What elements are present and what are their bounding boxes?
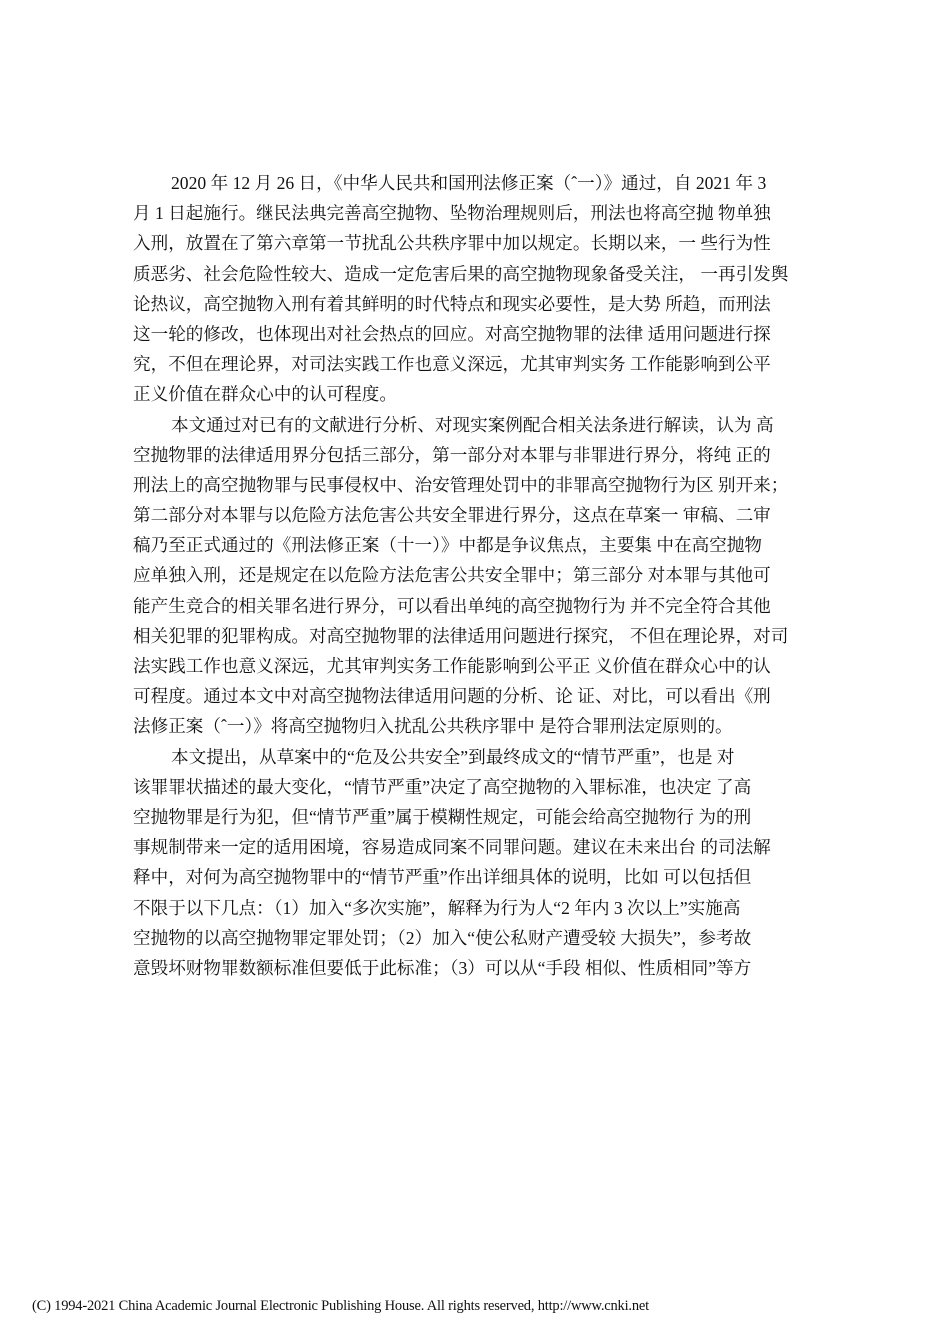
text-line: 可程度。通过本文中对高空抛物法律适用问题的分析、论 证、对比，可以看出《刑 bbox=[133, 686, 771, 707]
paragraph-3 bbox=[133, 742, 833, 984]
text-line: 空抛物罪是行为犯，但“情节严重”属于模糊性规定，可能会给高空抛物行 为的刑 bbox=[133, 806, 752, 827]
paragraph-1 bbox=[133, 168, 833, 410]
text-line: 该罪罪状描述的最大变化，“情节严重”决定了高空抛物的入罪标准，也决定 了高 bbox=[133, 776, 752, 797]
text-line: 2020 年 12 月 26 日，《中华人民共和国刑法修正案（ˆ一）》通过，自 2021 年 3 bbox=[171, 173, 767, 193]
text-line: 这一轮的修改，也体现出对社会热点的回应。对高空抛物罪的法律 适用问题进行探 bbox=[133, 323, 771, 344]
text-line: 法实践工作也意义深远，尤其审判实务工作能影响到公平正 义价值在群众心中的认 bbox=[133, 656, 771, 676]
text-line: 本文提出，从草案中的“危及公共安全”到最终成文的“情节严重”，也是 对 bbox=[171, 746, 735, 767]
text-line: 法修正案（ˆ一）》将高空抛物归入扰乱公共秩序罪中 是符合罪刑法定原则的。 bbox=[133, 716, 733, 737]
text-line: 空抛物罪的法律适用界分包括三部分，第一部分对本罪与非罪进行界分，将纯 正的 bbox=[133, 444, 771, 465]
text-line: 本文通过对已有的文献进行分析、对现实案例配合相关法条进行解读，认为 高 bbox=[171, 414, 774, 435]
text-line: 不限于以下几点：（1）加入“多次实施”，解释为行为人“2 年内 3 次以上”实施高 bbox=[133, 897, 741, 918]
text-line: 月 1 日起施行。继民法典完善高空抛物、坠物治理规则后，刑法也将高空抛 物单独 bbox=[133, 203, 771, 224]
text-line: 相关犯罪的犯罪构成。对高空抛物罪的法律适用问题进行探究， 不但在理论界，对司 bbox=[133, 625, 789, 646]
text-line: 事规制带来一定的适用困境，容易造成同案不同罪问题。建议在未来出台 的司法解 bbox=[133, 837, 771, 858]
text-line: 释中，对何为高空抛物罪中的“情节严重”作出详细具体的说明，比如 可以包括但 bbox=[133, 867, 752, 888]
text-line: 究，不但在理论界，对司法实践工作也意义深远，尤其审判实务 工作能影响到公平 bbox=[133, 354, 771, 375]
text-line: 第二部分对本罪与以危险方法危害公共安全罪进行界分，这点在草案一 审稿、二审 bbox=[133, 505, 771, 526]
text-line: 质恶劣、社会危险性较大、造成一定危害后果的高空抛物现象备受关注， 一再引发舆 bbox=[133, 263, 789, 284]
text-line: 空抛物的以高空抛物罪定罪处罚；（2）加入“使公私财产遭受较 大损失”，参考故 bbox=[133, 927, 752, 948]
copyright-footer: (C) 1994-2021 China Academic Journal Electronic Publishing House. All rights reserved, http://www.cnki.net bbox=[32, 1298, 649, 1314]
text-line: 稿乃至正式通过的《刑法修正案（十一）》中都是争议焦点，主要集 中在高空抛物 bbox=[133, 535, 762, 556]
text-line: 能产生竞合的相关罪名进行界分，可以看出单纯的高空抛物行为 并不完全符合其他 bbox=[133, 595, 771, 616]
paragraph-2 bbox=[133, 410, 833, 742]
text-line: 入刑，放置在了第六章第一节扰乱公共秩序罪中加以规定。长期以来，一 些行为性 bbox=[133, 233, 771, 254]
text-line: 应单独入刑，还是规定在以危险方法危害公共安全罪中；第三部分 对本罪与其他可 bbox=[133, 565, 771, 586]
text-line: 意毁坏财物罪数额标准但要低于此标准；（3）可以从“手段 相似、性质相同”等方 bbox=[133, 957, 752, 978]
text-line: 正义价值在群众心中的认可程度。 bbox=[133, 384, 397, 405]
text-line: 刑法上的高空抛物罪与民事侵权中、治安管理处罚中的非罪高空抛物行为区 别开来； bbox=[133, 474, 789, 495]
text-line: 论热议，高空抛物入刑有着其鲜明的时代特点和现实必要性，是大势 所趋，而刑法 bbox=[133, 293, 771, 314]
body-text bbox=[133, 168, 833, 983]
